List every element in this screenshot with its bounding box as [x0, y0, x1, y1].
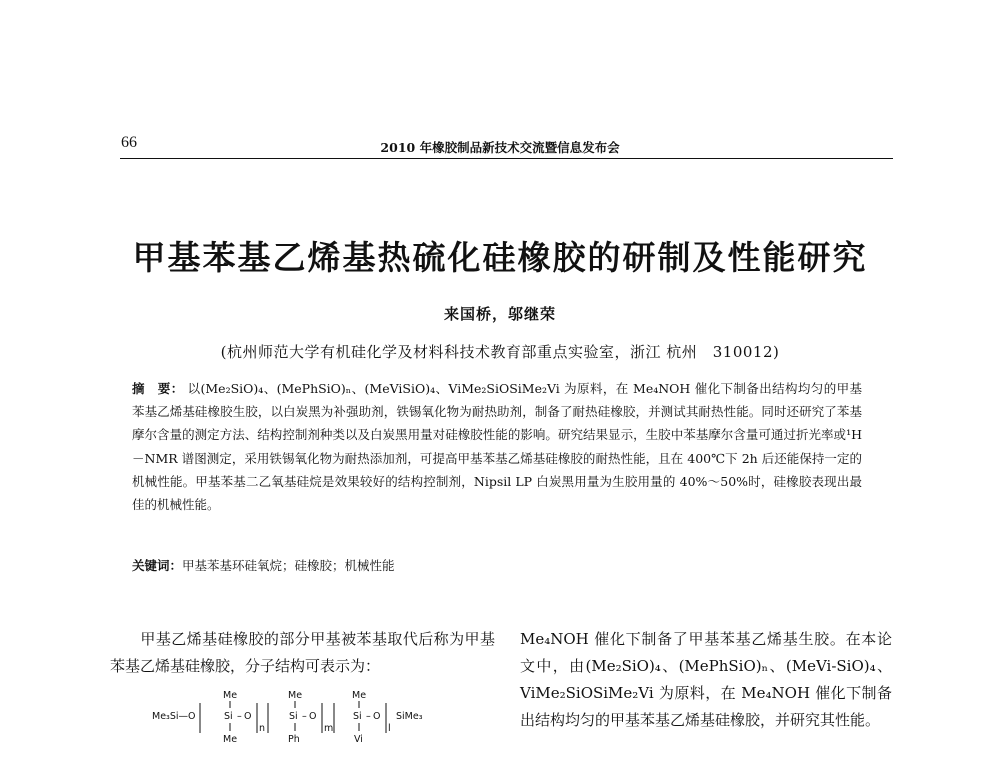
- unit2-o: O: [309, 711, 317, 722]
- unit2-si: Si: [289, 711, 298, 722]
- unit1-sub: n: [259, 723, 266, 734]
- page-number: 66: [121, 134, 137, 151]
- abstract: [132, 377, 862, 516]
- unit3-top: Me: [352, 690, 367, 701]
- unit1-si: Si: [224, 711, 233, 722]
- authors: 来国桥，邬继荣: [443, 305, 556, 323]
- unit2-top: Me: [288, 690, 303, 701]
- unit3-sub: l: [388, 723, 391, 734]
- abstract-text: 以(Me₂SiO)₄、(MePhSiO)ₙ、(MeViSiO)₄、ViMe₂SiOSiMe₂Vi 为原料，在 Me₄NOH 催化下制备出结构均匀的甲基苯基乙烯基硅橡胶生胶，以白炭黑为补强助剂，铁锡氧化物为耐热助剂，制备了耐热硅橡胶，并测试其耐热性能。同时还研究了苯基摩尔含量的测定方法、结构控制剂种类以及白炭黑用量对硅橡胶性能的影响。研究结果显示，生胶中苯基摩尔含量可通过折光率或¹H－NMR 谱图测定，采用铁锡氧化物为耐热添加剂，可提高甲基苯基乙烯基硅橡胶的耐热性能，且在 400℃下 2h 后还能保持一定的机械性能。甲基苯基二乙氧基硅烷是效果较好的结构控制剂，Nipsil LP 白炭黑用量为生胶用量的 40%～50%时，硅橡胶表现出最佳的机械性能。: [132, 381, 862, 513]
- unit1-bottom: Me: [223, 734, 238, 745]
- running-header: 2010 年橡胶制品新技术交流暨信息发布会: [380, 140, 620, 155]
- svg-text:–: –: [366, 711, 371, 722]
- body-right-column: [520, 626, 892, 734]
- unit3-o: O: [373, 711, 381, 722]
- header-rule: [120, 158, 893, 159]
- formula-end-left: Me₃Si—O: [152, 711, 196, 722]
- unit1-top: Me: [223, 690, 238, 701]
- abstract-label: 摘 要：: [132, 381, 184, 396]
- structural-formula: [120, 687, 500, 747]
- body-left-column: [110, 626, 495, 680]
- keywords-label: 关键词：: [132, 558, 183, 573]
- affiliation: (杭州师范大学有机硅化学及材料科技术教育部重点实验室，浙江 杭州 310012): [220, 343, 780, 361]
- paper-title: 甲基苯基乙烯基热硫化硅橡胶的研制及性能研究: [132, 238, 868, 277]
- keywords-text: 甲基苯基环硅氧烷；硅橡胶；机械性能: [182, 558, 395, 573]
- svg-text:–: –: [237, 711, 242, 722]
- left-paragraph: 甲基乙烯基硅橡胶的部分甲基被苯基取代后称为甲基苯基乙烯基硅橡胶，分子结构可表示为：: [110, 630, 495, 675]
- unit3-si: Si: [353, 711, 362, 722]
- svg-text:–: –: [302, 711, 307, 722]
- keywords: [132, 556, 862, 574]
- unit2-bottom: Ph: [288, 734, 300, 745]
- unit2-sub: m: [324, 723, 334, 734]
- formula-end-right: SiMe₃: [396, 711, 423, 722]
- unit3-bottom: Vi: [354, 734, 363, 745]
- unit1-o: O: [244, 711, 252, 722]
- right-paragraph: Me₄NOH 催化下制备了甲基苯基乙烯基生胶。在本论文中，由(Me₂SiO)₄、(MePhSiO)ₙ、(MeVi-SiO)₄、ViMe₂SiOSiMe₂Vi 为原料，在 Me₄NOH 催化下制备出结构均匀的甲基苯基乙烯基硅橡胶，并研究其性能。: [520, 630, 892, 729]
